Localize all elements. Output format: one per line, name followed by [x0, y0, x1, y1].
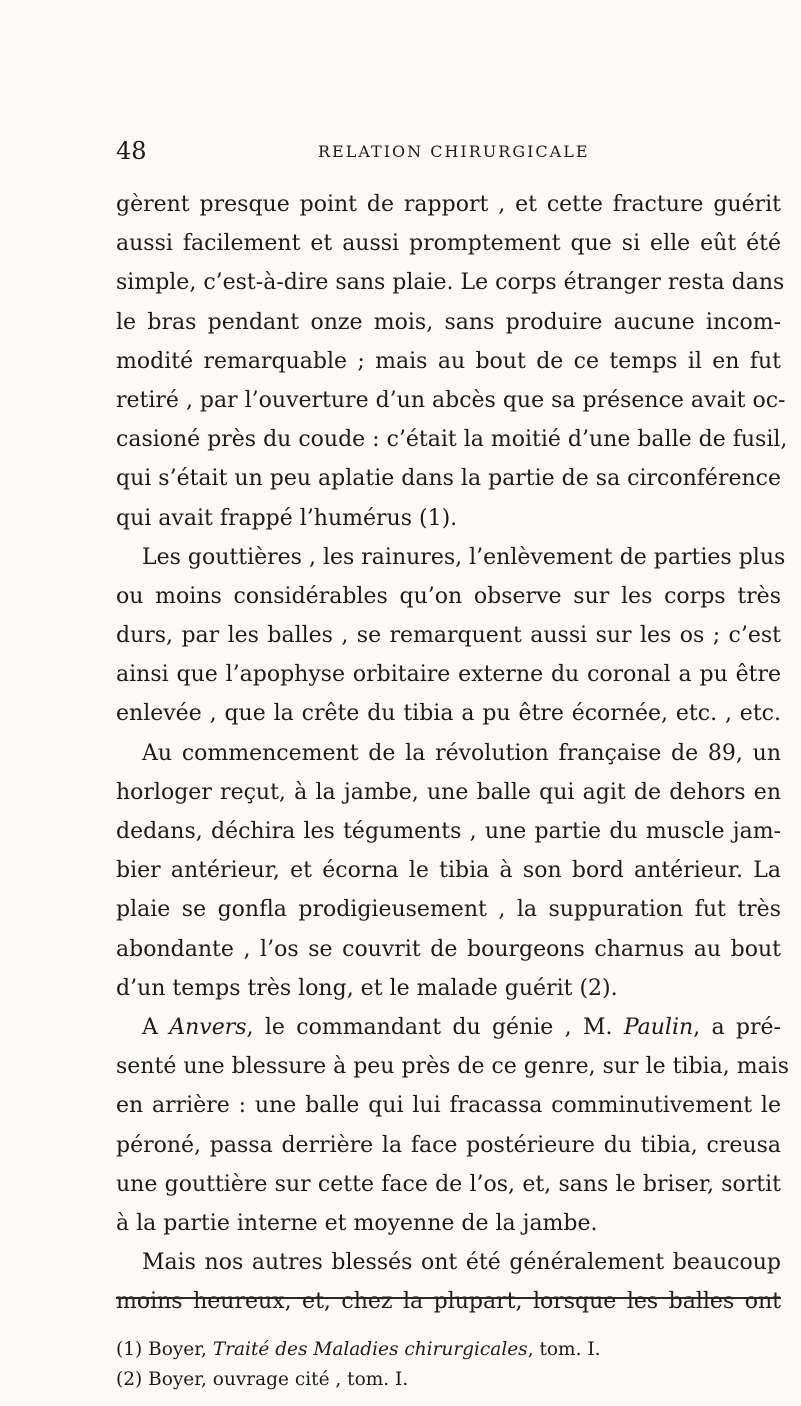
- text-line: péroné, passa derrière la face postérieure du tibia, creusa: [116, 1132, 781, 1158]
- text-line: moins heureux, et, chez la plupart, lorsque les balles ont: [116, 1289, 781, 1315]
- footnote-rule: [116, 1297, 781, 1299]
- footnote-2: [116, 1365, 781, 1395]
- text-line: qui avait frappé l’humérus (1).: [116, 505, 458, 531]
- body-text: [116, 185, 790, 1321]
- text-line: enlevée , que la crête du tibia a pu être écornée, etc. , etc.: [116, 701, 781, 727]
- text-line: d’un temps très long, et le malade guérit (2).: [116, 975, 618, 1001]
- anvers-end: , a pré-: [693, 1014, 781, 1040]
- footnotes: [116, 1335, 781, 1395]
- text-line: Les gouttières , les rainures, l’enlèvement de parties plus: [142, 544, 786, 570]
- person-name: Paulin: [623, 1014, 694, 1040]
- anvers-prefix: A: [142, 1014, 170, 1040]
- text-line: aussi facilement et aussi promptement que si elle eût été: [116, 231, 781, 257]
- text-line: horloger reçut, à la jambe, une balle qui agit de dehors en: [116, 779, 781, 805]
- text-line: casioné près du coude : c’était la moitié d’une balle de fusil,: [116, 427, 788, 453]
- page-number: 48: [116, 137, 147, 165]
- footnote-1: [116, 1335, 781, 1365]
- running-head: [116, 136, 776, 166]
- text-line: bier antérieur, et écorna le tibia à son bord antérieur. La: [116, 858, 781, 884]
- anvers-mid: , le commandant du génie , M.: [246, 1014, 624, 1040]
- text-line: Mais nos autres blessés ont été généralement beaucoup: [142, 1250, 781, 1276]
- text-line: ou moins considérables qu’on observe sur les corps très: [116, 583, 781, 609]
- text-line: une gouttière sur cette face de l’os, et, sans le briser, sortit: [116, 1171, 781, 1197]
- text-line: gèrent presque point de rapport , et cette fracture guérit: [116, 192, 781, 217]
- text-line: Au commencement de la révolution française de 89, un: [142, 740, 781, 766]
- running-title: RELATION CHIRURGICALE: [318, 142, 590, 161]
- text-line: ainsi que l’apophyse orbitaire externe du coronal a pu être: [116, 662, 781, 688]
- footnote-text: Boyer, ouvrage cité , tom. I.: [142, 1369, 409, 1390]
- text-line: à la partie interne et moyenne de la jambe.: [116, 1210, 598, 1236]
- text-line: abondante , l’os se couvrit de bourgeons charnus au bout: [116, 936, 781, 962]
- footnote-author: Boyer,: [142, 1339, 213, 1360]
- place-name: Anvers: [169, 1014, 247, 1040]
- footnote-work: Traité des Maladies chirurgicales: [212, 1339, 528, 1360]
- text-line: en arrière : une balle qui lui fracassa comminutivement le: [116, 1093, 781, 1119]
- text-line: le bras pendant onze mois, sans produire aucune incom-: [116, 309, 781, 335]
- text-line: senté une blessure à peu près de ce genre, sur le tibia, mais: [116, 1054, 790, 1080]
- footnote-mark: (2): [116, 1369, 143, 1390]
- footnote-rest: , tom. I.: [527, 1339, 601, 1360]
- text-line-anvers: [116, 1008, 781, 1047]
- text-line: modité remarquable ; mais au bout de ce temps il en fut: [116, 348, 781, 374]
- text-line: dedans, déchira les téguments , une partie du muscle jam-: [116, 819, 781, 844]
- text-line: durs, par les balles , se remarquent aussi sur les os ; c’est: [116, 623, 781, 649]
- footnote-mark: (1): [116, 1339, 143, 1360]
- text-line: retiré , par l’ouverture d’un abcès que sa présence avait oc-: [116, 387, 786, 413]
- text-line: qui s’était un peu aplatie dans la partie de sa circonférence: [116, 466, 781, 492]
- text-line: simple, c’est-à-dire sans plaie. Le corps étranger resta dans: [116, 270, 785, 296]
- text-line: plaie se gonfla prodigieusement , la suppuration fut très: [116, 897, 781, 923]
